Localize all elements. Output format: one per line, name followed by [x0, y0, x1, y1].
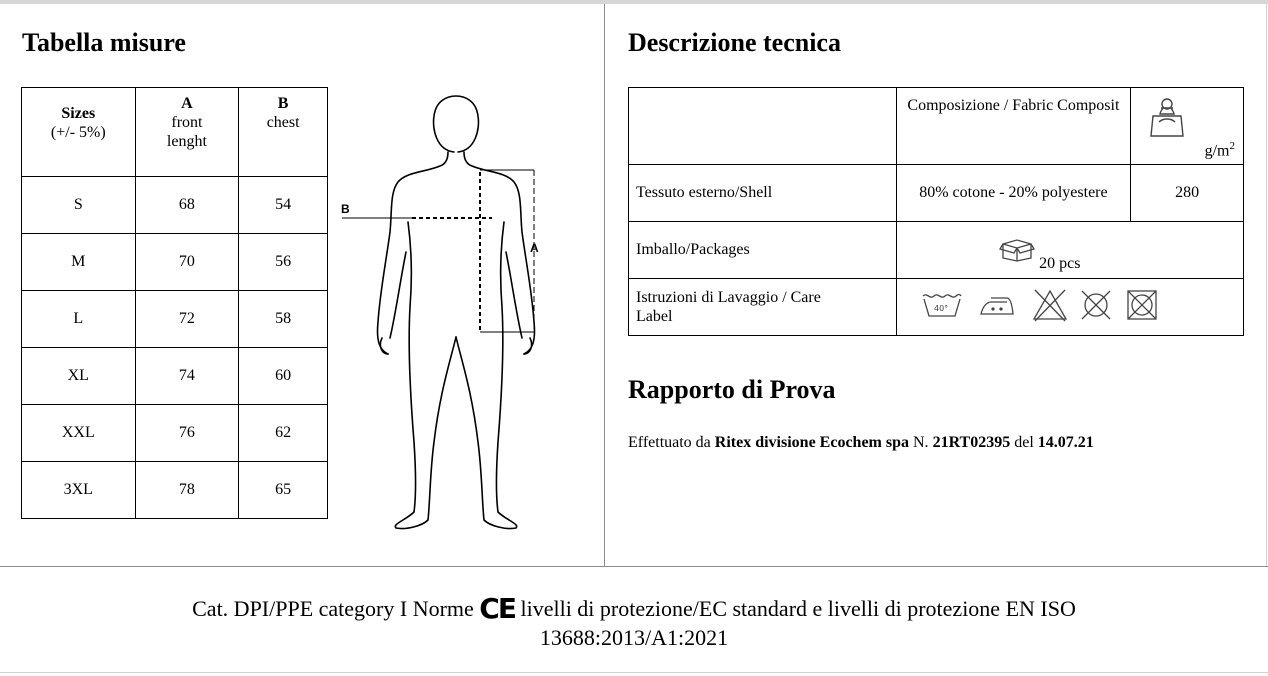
- box-icon: [999, 236, 1035, 262]
- a-header-label-2: lenght: [166, 133, 207, 150]
- bottom-border: [0, 672, 1268, 673]
- technical-table: [628, 87, 1244, 336]
- size-cell: 3XL: [22, 462, 136, 519]
- b-header: [239, 88, 328, 177]
- footer-note: [0, 594, 1268, 652]
- packages-row: [629, 222, 1244, 279]
- size-cell: L: [22, 291, 136, 348]
- table-row: [22, 234, 328, 291]
- weight-icon: [1147, 96, 1187, 140]
- test-report-line: [628, 434, 1094, 452]
- footer-line-2: 13688:2013/A1:2021: [539, 625, 729, 650]
- packages-cell: [896, 222, 1243, 279]
- footer-divider: [0, 566, 1268, 567]
- size-cell: S: [22, 177, 136, 234]
- sizes-header: [22, 88, 136, 177]
- a-header: [135, 88, 239, 177]
- weight-unit-base: g/m: [1204, 142, 1230, 159]
- technical-description-title: Descrizione tecnica: [628, 28, 841, 57]
- size-cell: XL: [22, 348, 136, 405]
- table-row: [22, 177, 328, 234]
- report-lab: Ritex divisione Ecochem spa: [714, 434, 909, 451]
- shell-weight: 280: [1131, 165, 1244, 222]
- a-header-label-1: front: [171, 114, 203, 131]
- shell-label: Tessuto esterno/Shell: [629, 165, 897, 222]
- a-cell: 78: [135, 462, 239, 519]
- table-row: [22, 291, 328, 348]
- footer-standard: livelli di protezione/EC standard e livelli di protezione EN ISO: [520, 596, 1076, 621]
- packages-label: Imballo/Packages: [629, 222, 897, 279]
- packages-value: 20 pcs: [1039, 254, 1081, 272]
- weight-unit-exponent: 2: [1229, 139, 1235, 152]
- iron-two-dots-icon: [977, 290, 1017, 325]
- b-header-label: chest: [266, 114, 300, 131]
- b-cell: 60: [239, 348, 328, 405]
- composition-header: Composizione / Fabric Composit: [896, 88, 1131, 165]
- a-cell: 68: [135, 177, 239, 234]
- size-table-header: [22, 88, 328, 177]
- sizes-header-label: Sizes: [61, 105, 96, 122]
- size-cell: M: [22, 234, 136, 291]
- top-border: [0, 0, 1268, 4]
- report-number: 21RT02395: [932, 434, 1011, 451]
- b-label: B: [341, 202, 350, 216]
- b-cell: 54: [239, 177, 328, 234]
- a-label: A: [530, 241, 539, 255]
- table-row: [22, 348, 328, 405]
- weight-header: [1131, 88, 1244, 165]
- report-date: 14.07.21: [1037, 434, 1094, 451]
- b-cell: 58: [239, 291, 328, 348]
- care-row: [629, 279, 1244, 336]
- wash-40-icon: [921, 290, 963, 325]
- b-header-letter: B: [277, 95, 289, 112]
- care-symbols: [896, 279, 1243, 336]
- ce-mark-icon: CE: [479, 592, 515, 625]
- weight-unit: [1205, 140, 1235, 160]
- no-bleach-icon: [1031, 288, 1069, 327]
- report-prefix: Effettuato da: [628, 434, 715, 451]
- a-header-letter: A: [181, 95, 193, 112]
- column-divider: [604, 4, 605, 566]
- b-cell: 65: [239, 462, 328, 519]
- table-row: [22, 462, 328, 519]
- size-table: [21, 87, 328, 519]
- empty-header-cell: [629, 88, 897, 165]
- footer-category: Cat. DPI/PPE category I Norme: [192, 596, 474, 621]
- no-tumble-dry-icon: [1125, 288, 1159, 327]
- tech-header-row: [629, 88, 1244, 165]
- no-dry-clean-icon: [1079, 288, 1113, 327]
- shell-composition: 80% cotone - 20% polyestere: [896, 165, 1131, 222]
- care-symbols-row: [837, 288, 1243, 327]
- a-cell: 70: [135, 234, 239, 291]
- wash-temp: 40°: [933, 303, 948, 313]
- packages-content: [837, 236, 1243, 272]
- size-chart-title: Tabella misure: [22, 28, 186, 57]
- b-cell: 56: [239, 234, 328, 291]
- report-n-label: N.: [909, 434, 933, 451]
- a-cell: 74: [135, 348, 239, 405]
- footer-line-1: [0, 594, 1268, 623]
- size-cell: XXL: [22, 405, 136, 462]
- shell-row: [629, 165, 1244, 222]
- right-border: [1266, 4, 1267, 566]
- b-cell: 62: [239, 405, 328, 462]
- test-report-title: Rapporto di Prova: [628, 375, 836, 404]
- care-label: Istruzioni di Lavaggio / Care Label: [629, 279, 897, 336]
- report-del-label: del: [1010, 434, 1038, 451]
- sizes-tolerance: (+/- 5%): [50, 124, 106, 141]
- a-cell: 72: [135, 291, 239, 348]
- a-cell: 76: [135, 405, 239, 462]
- body-measurement-figure: [336, 92, 556, 532]
- table-row: [22, 405, 328, 462]
